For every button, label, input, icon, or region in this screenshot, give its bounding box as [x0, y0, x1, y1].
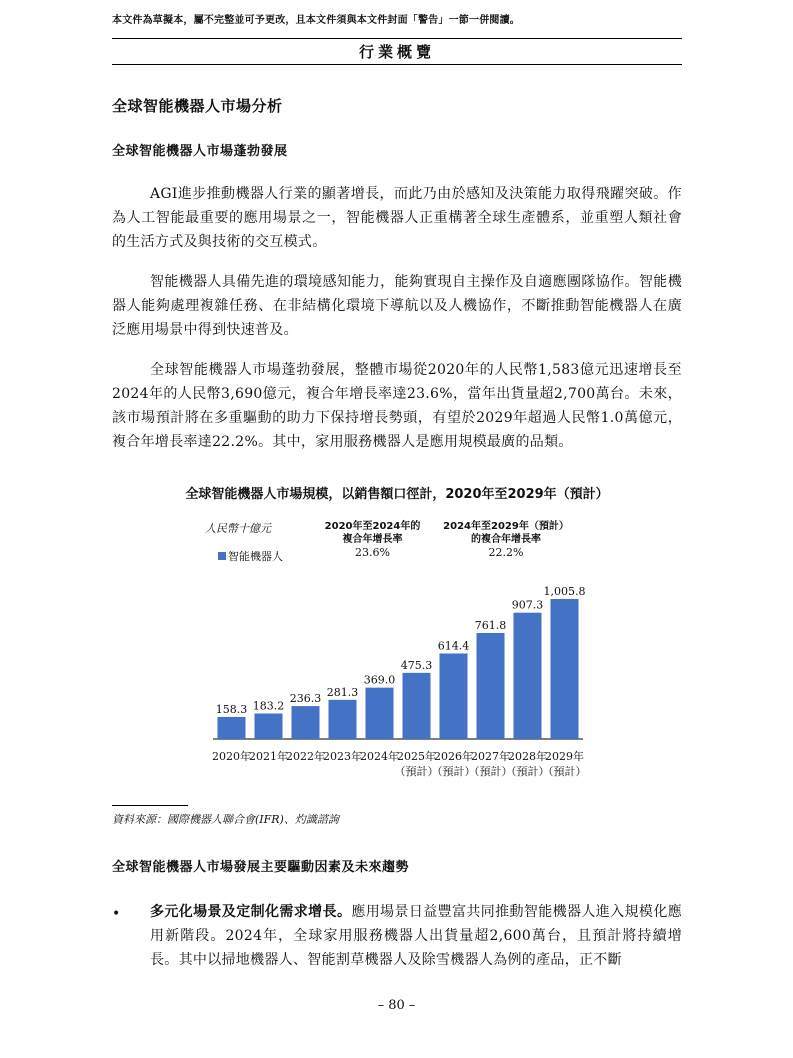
source-rule [112, 805, 188, 806]
bar-value-label: 158.3 [215, 702, 248, 716]
bar-value-label: 907.3 [511, 598, 544, 612]
bullet-body: 應用場景日益豐富共同推動智能機器人進入規模化應用新階段。2024年，全球家用服務機器人出貨量超2,600萬台，且預計將持續增長。其中以掃地機器人、智能割草機器人及除雪機器人為例的產品，正不斷 [150, 904, 682, 968]
x-tick-label: 2023年 [323, 750, 362, 763]
paragraph-market-size: 全球智能機器人市場蓬勃發展，整體市場從2020年的人民幣1,583億元迅速增長至2024年的人民幣3,690億元，複合年增長率達23.6%，當年出貨量超2,700萬台。未來，該市場預計將在多重驅動的助力下保持增長勢頭，有望於2029年超過人民幣1.0萬億元，複合年增長率達22.2%。其中，家用服務機器人是應用規模最廣的品類。 [112, 362, 682, 450]
x-tick-forecast-label: （預計） [542, 765, 587, 778]
x-tick-forecast-label: （預計） [505, 765, 550, 778]
chart-source: 資料來源：國際機器人聯合會(IFR)、灼識諮詢 [112, 813, 339, 826]
x-tick-forecast-label: （預計） [468, 765, 513, 778]
bullet-dot-icon: • [112, 906, 121, 922]
chart-unit-label: 人民幣十億元 [205, 522, 271, 535]
bar [329, 700, 357, 739]
x-tick-forecast-label: （預計） [431, 765, 476, 778]
x-tick-label: 2029年 [545, 750, 584, 763]
bullet-bold: 多元化場景及定制化需求增長。 [150, 904, 352, 920]
x-tick-label: 2020年 [212, 750, 251, 763]
cagr-2-value: 22.2% [488, 546, 524, 559]
cagr-2-label-line1: 2024年至2029年（預計） [443, 521, 569, 532]
bar-value-label: 761.8 [474, 618, 507, 632]
cagr-1-value: 23.6% [355, 546, 390, 559]
cagr-1-label-line2: 複合年增長率 [342, 534, 403, 545]
chart-title: 全球智能機器人市場規模，以銷售額口徑計，2020年至2029年（預計） [185, 487, 609, 502]
bar [440, 653, 468, 739]
x-tick-forecast-label: （預計） [394, 765, 439, 778]
bar-value-label: 236.3 [289, 692, 322, 706]
cagr-1-label-line1: 2020年至2024年的 [324, 521, 421, 532]
draft-notice: 本文件為草擬本，屬不完整並可予更改，且本文件須與本文件封面「警告」一節一併閱讀。 [112, 15, 520, 26]
bar-value-label: 281.3 [326, 685, 359, 699]
bar-value-label: 475.3 [400, 658, 433, 672]
x-tick-label: 2024年 [360, 750, 399, 763]
bar [551, 599, 579, 739]
bar [218, 717, 246, 739]
heading-drivers: 全球智能機器人市場發展主要驅動因素及未來趨勢 [112, 860, 410, 875]
bar-value-label: 369.0 [363, 673, 396, 687]
x-tick-label: 2028年 [508, 750, 547, 763]
bar-value-label: 1,005.8 [543, 585, 586, 598]
bar-value-label: 183.2 [252, 699, 285, 713]
paragraph-agi: AGI進步推動機器人行業的顯著增長，而此乃由於感知及決策能力取得飛躍突破。作為人工智能最重要的應用場景之一，智能機器人正重構著全球生產體系，並重塑人類社會的生活方式及與技術的交互模式。 [112, 186, 682, 250]
section-title: 行業概覽 [358, 43, 435, 61]
paragraph-perception: 智能機器人具備先進的環境感知能力，能夠實現自主操作及自適應團隊協作。智能機器人能夠處理複雜任務、在非結構化環境下導航以及人機協作，不斷推動智能機器人在廣泛應用場景中得到快速普及。 [112, 274, 682, 338]
x-tick-label: 2026年 [434, 750, 473, 763]
bar [255, 713, 283, 739]
x-tick-label: 2022年 [286, 750, 325, 763]
bullet-diversified-scenarios [150, 900, 682, 972]
page-number: – 80 – [377, 998, 416, 1013]
heading-market-analysis: 全球智能機器人市場分析 [112, 97, 283, 115]
x-tick-label: 2025年 [397, 750, 436, 763]
cagr-2-label-line2: 的複合年增長率 [471, 534, 541, 545]
bar [514, 613, 542, 739]
legend-label: 智能機器人 [228, 550, 283, 563]
bar [366, 688, 394, 739]
bar [292, 706, 320, 739]
x-tick-label: 2021年 [249, 750, 288, 763]
bar-value-label: 614.4 [437, 639, 470, 653]
bar [477, 633, 505, 739]
bar [403, 673, 431, 739]
x-tick-label: 2027年 [471, 750, 510, 763]
heading-market-growth: 全球智能機器人市場蓬勃發展 [112, 144, 288, 159]
